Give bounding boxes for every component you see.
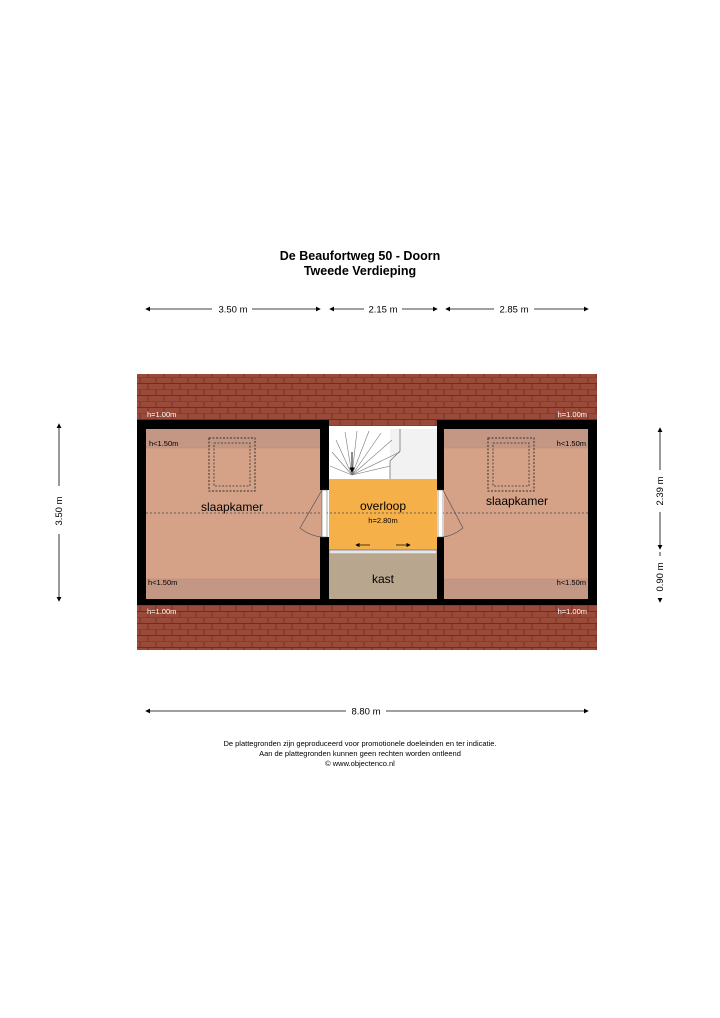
label-landing-height: h=2.80m: [368, 516, 398, 525]
bottom-dimension: [146, 707, 588, 718]
disclaimer-line-2: Aan de plattegronden kunnen geen rechten worden ontleend: [259, 749, 461, 758]
dim-right-upper: 2.39 m: [655, 476, 666, 506]
dim-bottom: 8.80 m: [351, 706, 381, 718]
label-left-bedroom: slaapkamer: [200, 500, 264, 514]
label-storage: kast: [371, 572, 395, 586]
copyright-line: © www.objectenco.nl: [325, 759, 395, 768]
right-dimensions: [655, 428, 666, 602]
dim-top-right: 2.85 m: [499, 304, 529, 316]
dim-top-middle: 2.15 m: [368, 304, 398, 316]
left-dimension: [54, 424, 65, 601]
height-bottom-right-inner: h<1.50m: [556, 578, 586, 587]
top-dimensions: [146, 305, 588, 316]
label-landing: overloop: [359, 499, 407, 513]
height-top-right-inner: h<1.50m: [556, 439, 586, 448]
height-top-left-outer: h=1.00m: [147, 410, 177, 419]
room-right-bedroom: [444, 426, 588, 601]
roof-top: [137, 374, 597, 426]
dim-left: 3.50 m: [54, 496, 65, 526]
dim-right-lower: 0.90 m: [655, 562, 666, 592]
plan-subtitle: Tweede Verdieping: [303, 264, 417, 278]
height-top-left-inner: h<1.50m: [149, 439, 179, 448]
height-top-right-outer: h=1.00m: [557, 410, 587, 419]
dim-top-left: 3.50 m: [218, 304, 248, 316]
height-bottom-left-inner: h<1.50m: [148, 578, 178, 587]
label-right-bedroom: slaapkamer: [485, 494, 549, 508]
stairwell: [329, 429, 437, 479]
roof-bottom: [137, 603, 597, 650]
room-landing: [329, 479, 437, 551]
height-bottom-left-outer: h=1.00m: [147, 607, 177, 616]
plan-title: De Beaufortweg 50 - Doorn: [279, 249, 441, 263]
disclaimer-line-1: De plattegronden zijn geproduceerd voor promotionele doeleinden en ter indicatie.: [223, 739, 497, 748]
height-bottom-right-outer: h=1.00m: [557, 607, 587, 616]
